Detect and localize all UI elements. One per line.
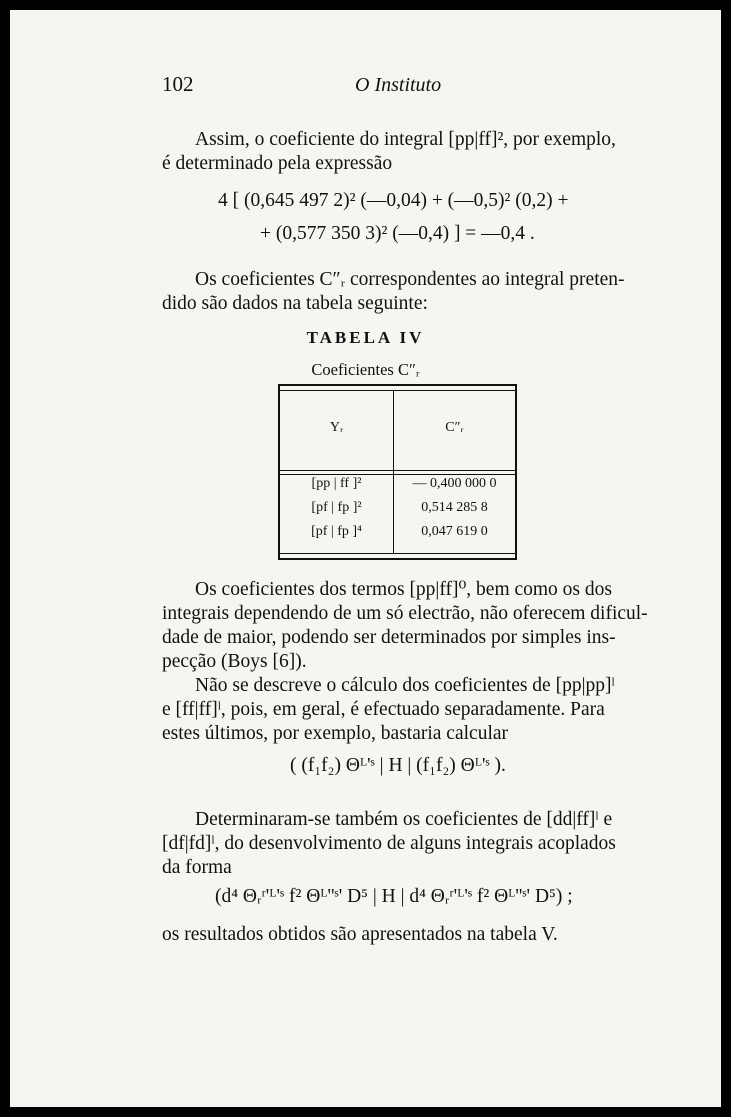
table-rule xyxy=(280,390,515,391)
table-cell-c: 0,514 285 8 xyxy=(421,500,488,515)
table-header-c: C″ᵣ xyxy=(445,420,464,435)
formula1-line2: + (0,577 350 3)² (—0,4) ] = —0,4 . xyxy=(260,223,535,244)
table-caption: Coeficientes C″ᵣ xyxy=(311,360,420,379)
para2-line1: Os coeficientes C″ᵣ correspondentes ao integral preten- xyxy=(195,269,625,290)
formula3: (d⁴ Θᵣʳ'ᴸ'ˢ f² Θᴸ''ˢ' D⁵ | H | d⁴ Θᵣʳ'ᴸ'ˢ f² Θᴸ''ˢ' D⁵) ; xyxy=(215,886,573,907)
para5-line3: da forma xyxy=(162,857,232,878)
para2-line2: dido são dados na tabela seguinte: xyxy=(162,293,428,314)
coefficient-table xyxy=(278,384,517,560)
table-cell-y: [pp | ff ]² xyxy=(311,476,362,491)
para1-line2: é determinado pela expressão xyxy=(162,153,393,174)
para1-line1: Assim, o coeficiente do integral [pp|ff]², por exemplo, xyxy=(195,129,616,150)
para4-line1: Não se descreve o cálculo dos coeficientes de [pp|pp]ˡ xyxy=(195,675,615,696)
table-header-y: Yᵣ xyxy=(329,420,344,435)
table-cell-c: — 0,400 000 0 xyxy=(412,476,497,491)
table-cell-y: [pf | fp ]² xyxy=(311,500,362,515)
para5-line1: Determinaram-se também os coeficientes de [dd|ff]ˡ e xyxy=(195,809,613,830)
para3-line3: dade de maior, podendo ser determinados por simples ins- xyxy=(162,627,616,648)
table-rule xyxy=(280,474,515,475)
table-rule xyxy=(280,470,515,471)
table-rule xyxy=(280,553,515,554)
table-cell-y: [pf | fp ]⁴ xyxy=(311,524,362,539)
table-title: TABELA IV xyxy=(306,328,425,347)
page-number: 102 xyxy=(162,72,194,96)
book-page xyxy=(10,10,721,1107)
table-cell-c: 0,047 619 0 xyxy=(421,524,488,539)
para5-line2: [df|fd]ˡ, do desenvolvimento de alguns integrais acoplados xyxy=(162,833,616,854)
para3-line1: Os coeficientes dos termos [pp|ff]⁰, bem como os dos xyxy=(195,579,612,600)
para6: os resultados obtidos são apresentados na tabela V. xyxy=(162,924,558,945)
formula1-line1: 4 [ (0,645 497 2)² (—0,04) + (—0,5)² (0,2) + xyxy=(218,190,569,211)
para3-line2: integrais dependendo de um só electrão, não oferecem dificul- xyxy=(162,603,648,624)
para4-line3: estes últimos, por exemplo, bastaria calcular xyxy=(162,723,509,744)
running-title: O Instituto xyxy=(355,74,442,96)
formula2: ( (f₁f₂) Θᴸ'ˢ | H | (f₁f₂) Θᴸ'ˢ ). xyxy=(290,755,506,776)
para3-line4: pecção (Boys [6]). xyxy=(162,651,307,672)
para4-line2: e [ff|ff]ˡ, pois, em geral, é efectuado separadamente. Para xyxy=(162,699,605,720)
